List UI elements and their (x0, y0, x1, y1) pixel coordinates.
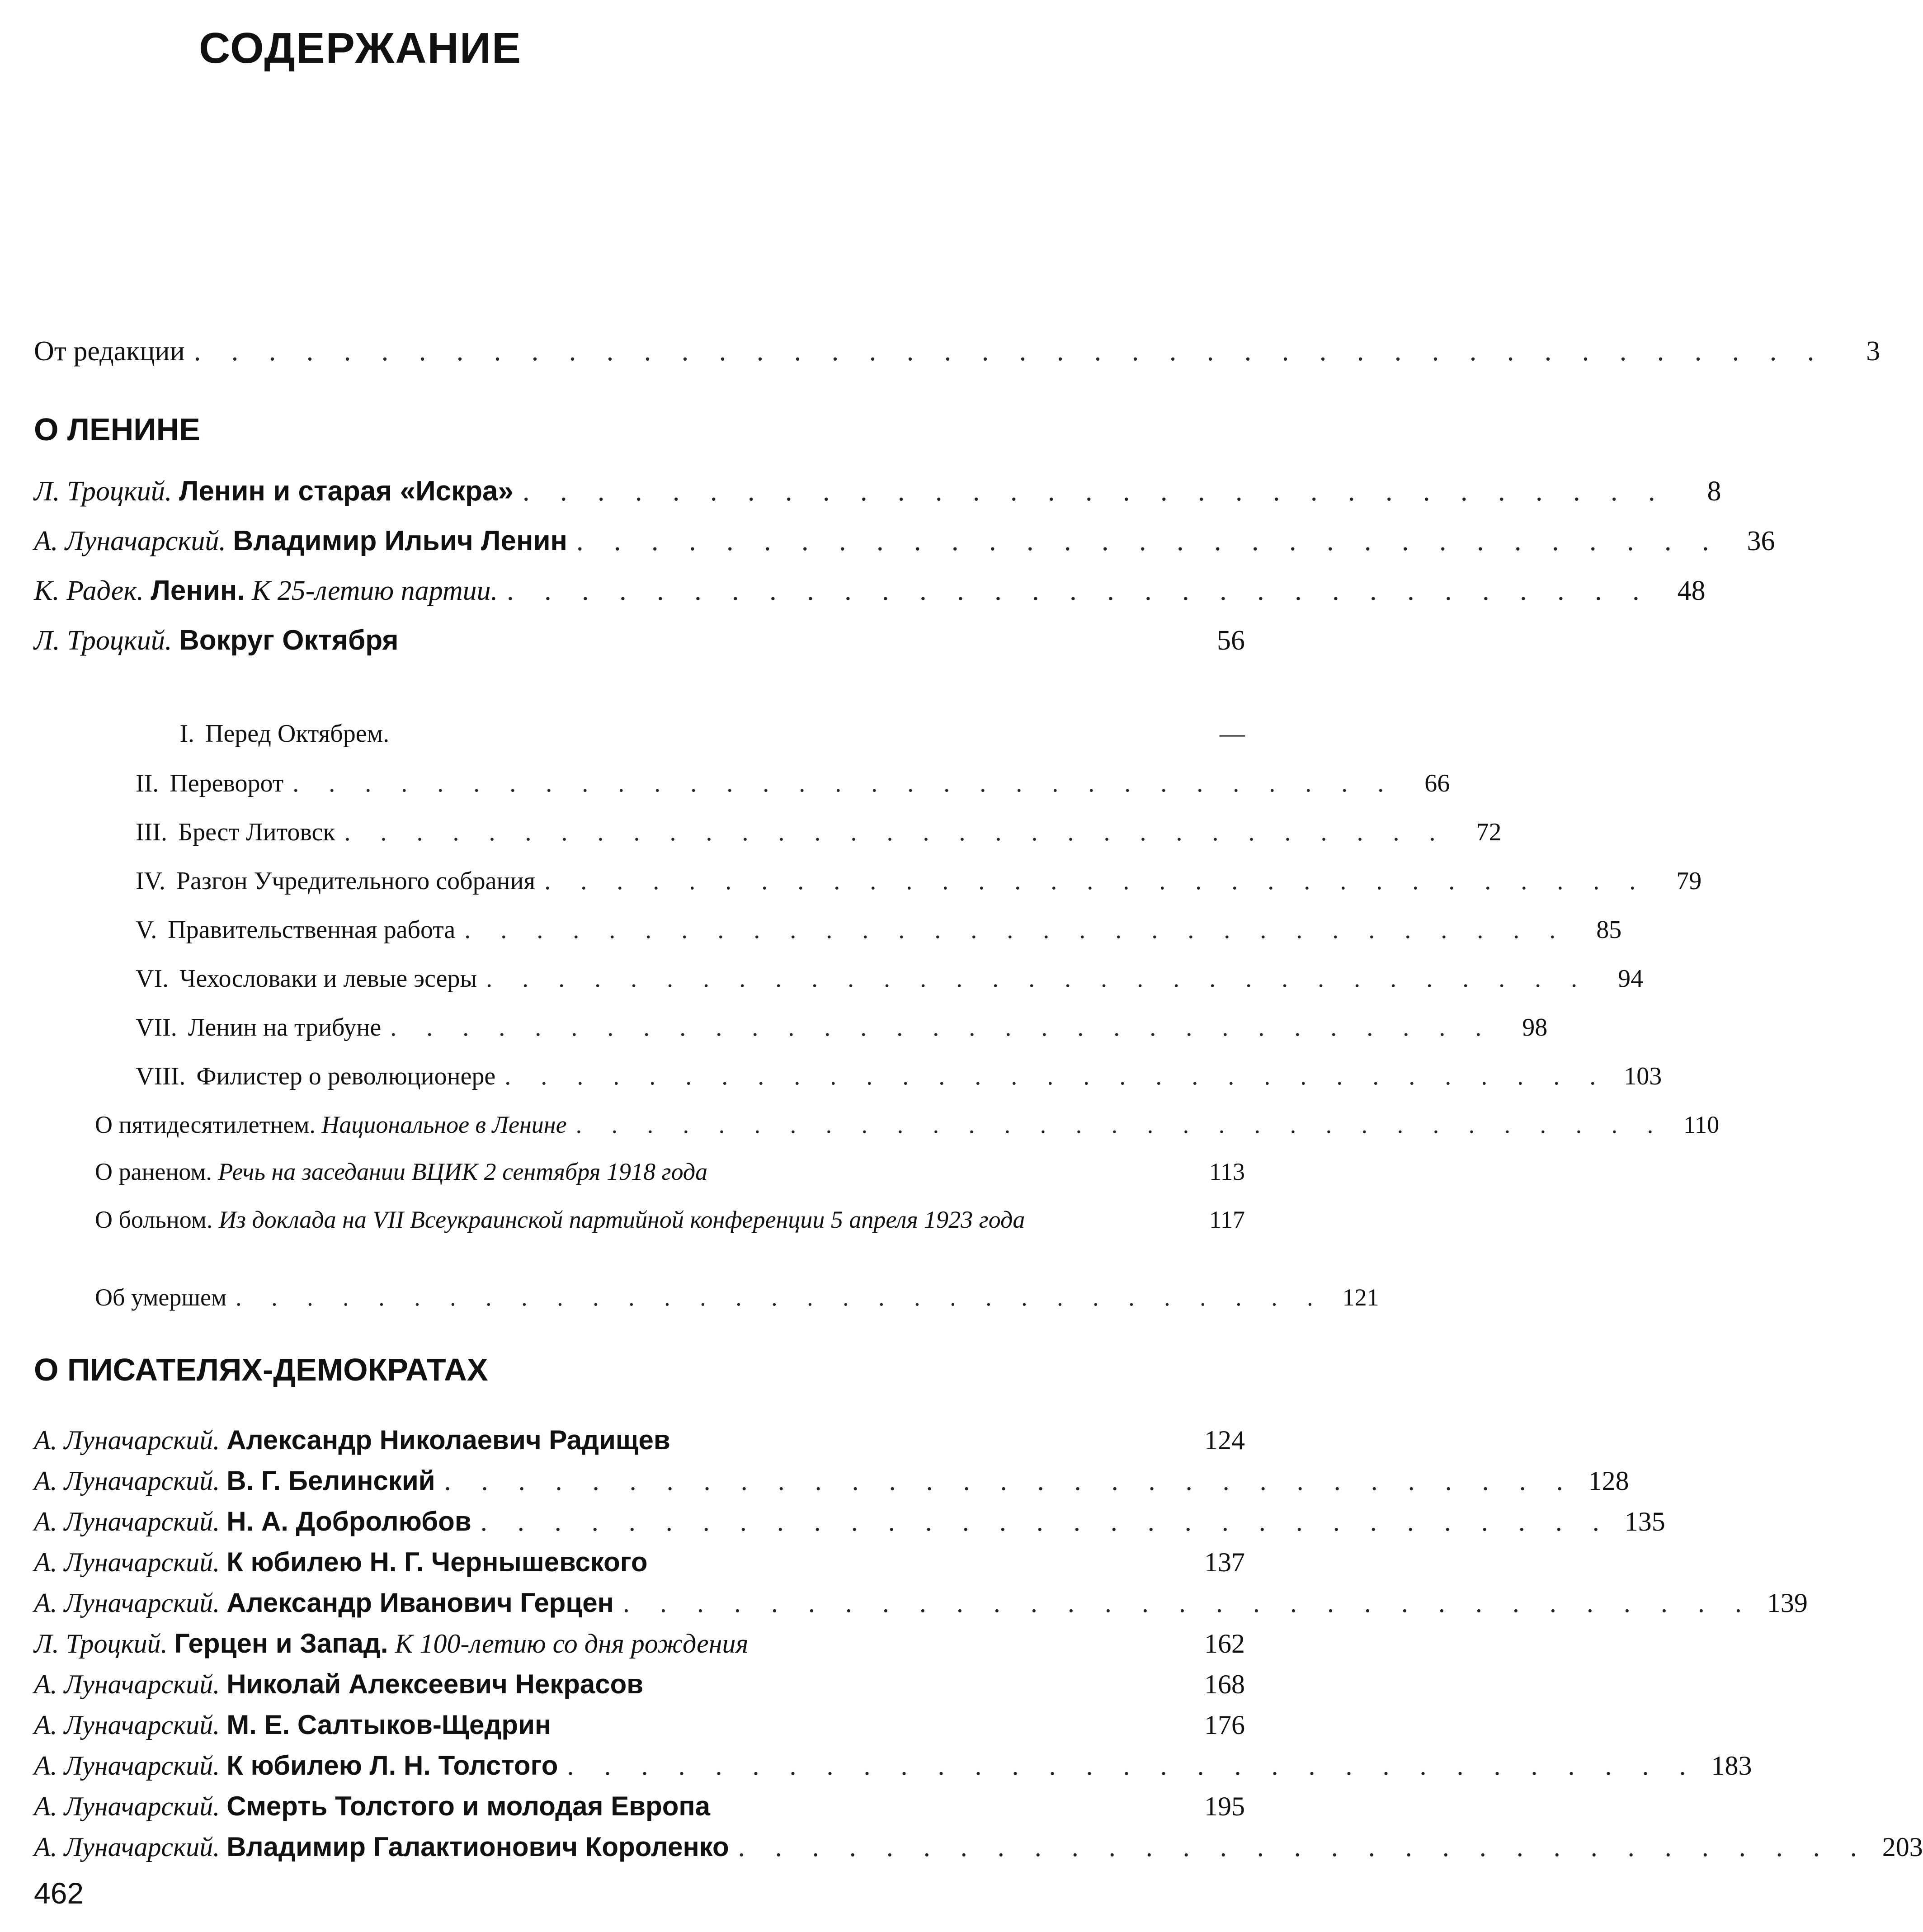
page-number: 98 (1522, 1013, 1548, 1041)
entry-work: В. Г. Белинский (226, 1465, 435, 1496)
entry-work: Владимир Галактионович Короленко (226, 1832, 729, 1862)
chapter-number: II. (136, 769, 159, 797)
leader-dots: . . . . . . . . . . . . . . . . . . . . . . . . . . . . . . . (444, 1466, 1575, 1496)
leader-dots: . . . . . . . . . . . . . . . . . . . . . . . . . . . . . . . (464, 916, 1568, 944)
page-number: — (1220, 720, 1245, 748)
toc-entry[interactable] (34, 1709, 1245, 1741)
entry-label: О пятидесятилетнем. (95, 1111, 316, 1138)
page-folio: 462 (34, 1876, 84, 1910)
entry-work: Александр Николаевич Радищев (226, 1425, 670, 1455)
chapter-label: Чехословаки и левые эсеры (179, 965, 477, 993)
toc-entry[interactable] (34, 1627, 1245, 1660)
toc-entry[interactable] (34, 1424, 1245, 1456)
entry-work: Вокруг Октября (179, 625, 399, 656)
entry-work: Александр Иванович Герцен (226, 1588, 614, 1618)
entry-label: О раненом. (95, 1158, 212, 1185)
leader-dots: . . . . . . . . . . . . . . . . . . . . . . . . . . . . . . . (575, 1111, 1665, 1138)
entry-author: А. Луначарский. (34, 1669, 220, 1699)
chapter-label: Перед Октябрем. (205, 720, 390, 748)
page-number: 110 (1683, 1111, 1720, 1138)
page-number: 79 (1676, 867, 1702, 895)
chapter-number: VIII. (136, 1062, 186, 1090)
leader-dots: . . . . . . . . . . . . . . . . . . . . . . . . . . . . . . . (486, 965, 1589, 993)
chapter-number: I. (179, 720, 194, 748)
leader-dots: . . . . . . . . . . . . . . . . . . . . . . . . . . . . . . . (504, 1062, 1608, 1090)
entry-author: А. Луначарский. (34, 1588, 220, 1618)
toc-entry[interactable] (34, 624, 1245, 657)
entry-author: А. Луначарский. (34, 1507, 220, 1536)
chapter-number: VI. (136, 965, 169, 993)
entry-work: Николай Алексеевич Некрасов (226, 1669, 644, 1699)
entry-author: Л. Троцкий. (34, 1629, 168, 1659)
chapter-number: VII. (136, 1013, 177, 1041)
leader-dots: . . . . . . . . . . . . . . . . . . . . . . . . . . . . . . . (344, 818, 1447, 846)
page-number: 56 (1217, 625, 1245, 656)
toc-entry[interactable] (34, 1668, 1245, 1701)
leader-dots: . . . . . . . . . . . . . . . . . . . . . . . . . . . . . . . . . . . . . . . . . . . . (193, 336, 1826, 367)
chapter-label: Правительственная работа (168, 916, 456, 944)
leader-dots: . . . . . . . . . . . . . . . . . . . . . . . . . . . . . . . (507, 575, 1651, 606)
page-number: 121 (1342, 1284, 1379, 1311)
entry-work: Н. А. Добролюбов (226, 1506, 471, 1536)
leader-dots: . . . . . . . . . . . . . . . . . . . . . . . . . . . . . . . (390, 1013, 1494, 1041)
leader-dots: . . . . . . . . . . . . . . . . . . . . . . . . . . . . . . . (236, 1284, 1325, 1311)
chapter-label: Переворот (170, 769, 284, 797)
toc-entry[interactable] (34, 524, 1775, 558)
leader-dots: . . . . . . . . . . . . . . . . . . . . . . . . . . . . . . . (576, 526, 1721, 556)
entry-label: О больном. (95, 1206, 213, 1233)
entry-author: А. Луначарский. (34, 1466, 220, 1496)
page-title: СОДЕРЖАНИЕ (199, 24, 522, 72)
leader-dots: . . . . . . . . . . . . . . . . . . . . . . . . . . . . . . . (480, 1507, 1611, 1536)
chapter-label: Разгон Учредительного собрания (176, 867, 536, 895)
entry-work: М. Е. Салтыков-Щедрин (226, 1710, 551, 1740)
leader-dots: . . . . . . . . . . . . . . . . . . . . . . . . . . . . . . . (622, 1588, 1753, 1618)
toc-entry[interactable] (34, 1831, 1923, 1863)
toc-chapter[interactable] (136, 817, 1502, 848)
entry-author: А. Луначарский. (34, 1751, 220, 1781)
chapter-number: V. (136, 916, 157, 944)
toc-entry[interactable] (34, 1465, 1629, 1497)
page-number: 183 (1711, 1751, 1752, 1781)
toc-chapter[interactable] (136, 1013, 1548, 1043)
page-number: 103 (1624, 1062, 1662, 1090)
leader-dots: . . . . . . . . . . . . . . . . . . . . . . . . . . . . . . . (738, 1832, 1869, 1862)
toc-chapter[interactable] (136, 1061, 1662, 1092)
page-number: 48 (1677, 575, 1706, 606)
entry-subtitle: Национальное в Ленине (321, 1111, 567, 1138)
entry-author: А. Луначарский. (34, 1832, 220, 1862)
page-number: 162 (1204, 1629, 1245, 1659)
entry-work: К юбилею Л. Н. Толстого (226, 1750, 558, 1781)
entry-work: Герцен и Запад. (174, 1628, 388, 1659)
toc-entry[interactable] (34, 574, 1706, 608)
page-number: 139 (1767, 1588, 1808, 1618)
entry-author: А. Луначарский. (34, 1710, 220, 1740)
chapter-label: Брест Литовск (178, 818, 335, 846)
chapter-label: Филистер о революционере (196, 1062, 496, 1090)
page-number: 72 (1476, 818, 1502, 846)
page-number: 66 (1424, 769, 1450, 797)
entry-subtitle: Из доклада на VII Всеукраинской партийной конференции 5 апреля 1923 года (218, 1206, 1025, 1233)
section-heading-writers: О ПИСАТЕЛЯХ-ДЕМОКРАТАХ (34, 1352, 488, 1387)
entry-author: Л. Троцкий. (34, 476, 172, 507)
toc-entry[interactable] (34, 1505, 1665, 1538)
page-number: 113 (1209, 1158, 1245, 1185)
toc-entry-editorial[interactable] (34, 335, 1881, 368)
entry-work: Владимир Ильич Ленин (233, 525, 568, 556)
toc-entry[interactable] (95, 1110, 1720, 1140)
entry-author: А. Луначарский. (34, 1547, 220, 1577)
leader-dots: . . . . . . . . . . . . . . . . . . . . . . . . . . . . . . . (522, 476, 1667, 507)
entry-work: Смерть Толстого и молодая Европа (226, 1791, 711, 1821)
page-number: 124 (1204, 1425, 1245, 1455)
page-number: 36 (1747, 526, 1775, 556)
page-number: 94 (1618, 965, 1644, 993)
page-number: 85 (1596, 916, 1622, 944)
chapter-number: IV. (136, 867, 165, 895)
page-number: 203 (1882, 1832, 1923, 1862)
entry-work: Ленин и старая «Искра» (179, 476, 514, 507)
entry-subtitle: К 100-летию со дня рождения (395, 1629, 749, 1659)
page-number: 168 (1204, 1669, 1245, 1699)
leader-dots: . . . . . . . . . . . . . . . . . . . . . . . . . . . . . . . (292, 769, 1396, 797)
entry-subtitle: К 25-летию партии. (252, 575, 498, 606)
entry-label: Об умершем (95, 1284, 227, 1311)
chapter-number: III. (136, 818, 167, 846)
page-number: 195 (1204, 1791, 1245, 1821)
entry-work: К юбилею Н. Г. Чернышевского (226, 1547, 648, 1577)
toc-chapter[interactable] (136, 866, 1702, 896)
chapter-label: Ленин на трибуне (188, 1013, 382, 1041)
toc-chapter[interactable] (136, 964, 1644, 994)
toc-entry[interactable] (95, 1205, 1245, 1235)
entry-author: А. Луначарский. (34, 1425, 220, 1455)
entry-author: А. Луначарский. (34, 526, 226, 556)
toc-entry[interactable] (34, 1587, 1808, 1619)
page-number: 8 (1707, 476, 1721, 507)
entry-work: Ленин. (151, 575, 245, 606)
toc-entry[interactable] (95, 1157, 1245, 1187)
toc-entry[interactable] (34, 1546, 1245, 1579)
toc-chapter[interactable] (136, 719, 1245, 749)
page-number: 176 (1204, 1710, 1245, 1740)
toc-entry[interactable] (34, 1749, 1752, 1782)
page-number: 117 (1209, 1206, 1245, 1233)
entry-label: От редакции (34, 336, 185, 367)
page-number: 137 (1204, 1547, 1245, 1577)
toc-entry[interactable] (34, 1790, 1245, 1823)
toc-chapter[interactable] (136, 915, 1622, 945)
leader-dots: . . . . . . . . . . . . . . . . . . . . . . . . . . . . . . . (567, 1751, 1698, 1781)
page-number: 135 (1624, 1507, 1665, 1536)
entry-author: А. Луначарский. (34, 1791, 220, 1821)
entry-subtitle: Речь на заседании ВЦИК 2 сентября 1918 года (218, 1158, 708, 1185)
page-number: 3 (1866, 336, 1881, 367)
toc-entry[interactable] (34, 475, 1721, 508)
section-heading-lenin: О ЛЕНИНЕ (34, 412, 200, 447)
toc-chapter[interactable] (136, 768, 1450, 799)
toc-entry[interactable] (95, 1283, 1379, 1312)
entry-author: К. Радек. (34, 575, 144, 606)
entry-author: Л. Троцкий. (34, 625, 172, 656)
page-number: 128 (1588, 1466, 1629, 1496)
leader-dots: . . . . . . . . . . . . . . . . . . . . . . . . . . . . . . . (544, 867, 1648, 895)
